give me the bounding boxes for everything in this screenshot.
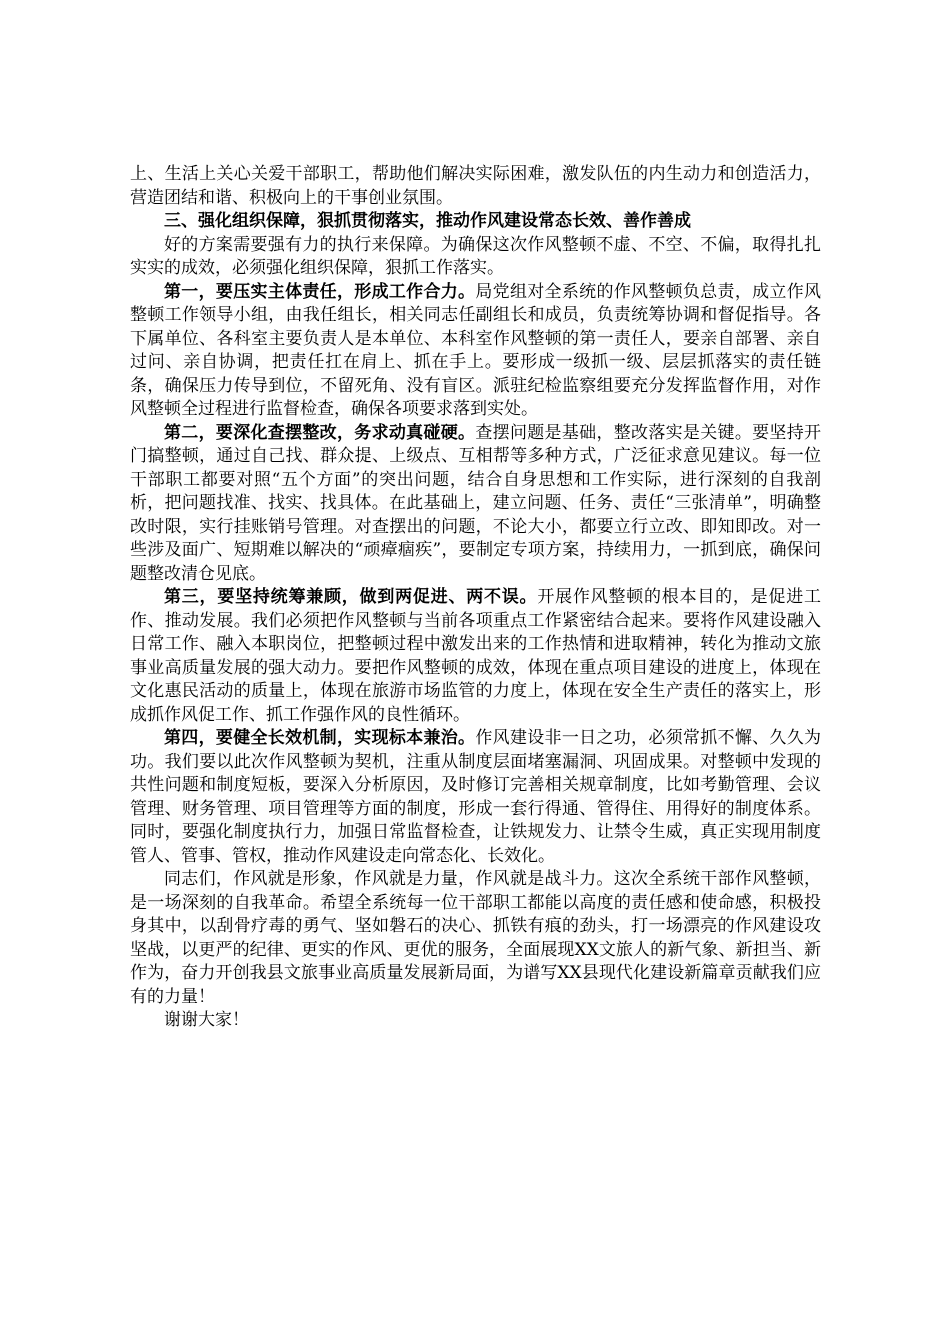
section-3-heading: 三、强化组织保障，狠抓贯彻落实，推动作风建设常态长效、善作善成 bbox=[164, 211, 691, 231]
first-point-body: 局党组对全系统的作风整顿负总责，成立作风整顿工作领导小组，由我任组长，相关同志任副组长和成员，负责统筹协调和督促指导。各下属单位、各科室主要负责人是本单位、本科室作风整顿的第一责任人，要亲自部署、亲自过问、亲自协调，把责任扛在肩上、抓在手上。要形成一级抓一级、层层抓落实的责任链条，确保压力传导到位，不留死角、没有盲区。派驻纪检监察组要充分发挥监督作用，对作风整顿全过程进行监督检查，确保各项要求落到实处。 bbox=[130, 281, 822, 419]
document-page bbox=[130, 163, 821, 1033]
paragraph-thanks: 谢谢大家！ bbox=[164, 1010, 249, 1030]
second-point-body: 查摆问题是基础，整改落实是关键。要坚持开门搞整顿，通过自己找、群众提、上级点、互相帮等多种方式，广泛征求意见建议。每一位干部职工都要对照“五个方面”的突出问题，结合自身思想和工作实际，进行深刻的自我剖析，把问题找准、找实、找具体。在此基础上，建立问题、任务、责任“三张清单”，明确整改时限，实行挂账销号管理。对查摆出的问题，不论大小，都要立行立改、即知即改。对一些涉及面广、短期难以解决的“顽瘴痼疾”，要制定专项方案，持续用力，一抓到底，确保问题整改清仓见底。 bbox=[130, 422, 822, 584]
paragraph-continuation: 上、生活上关心关爱干部职工，帮助他们解决实际困难，激发队伍的内生动力和创造活力，营造团结和谐、积极向上的干事创业氛围。 bbox=[130, 164, 821, 208]
paragraph-first-point bbox=[130, 281, 821, 422]
paragraph-second-point bbox=[130, 422, 821, 587]
first-point-lead: 第一，要压实主体责任，形成工作合力。 bbox=[164, 281, 476, 302]
paragraph-intro: 好的方案需要强有力的执行来保障。为确保这次作风整顿不虚、不空、不偏，取得扎扎实实的成效，必须强化组织保障，狠抓工作落实。 bbox=[130, 234, 821, 278]
third-point-body: 开展作风整顿的根本目的，是促进工作、推动发展。我们必须把作风整顿与当前各项重点工作紧密结合起来。要将作风建设融入日常工作、融入本职岗位，把整顿过程中激发出来的工作热情和进取精神，转化为推动文旅事业高质量发展的强大动力。要把作风整顿的成效，体现在重点项目建设的进度上，体现在文化惠民活动的质量上，体现在旅游市场监管的力度上，体现在安全生产责任的落实上，形成抓作风促工作、抓工作强作风的良性循环。 bbox=[130, 587, 822, 725]
paragraph-third-point bbox=[130, 586, 821, 727]
fourth-point-lead: 第四，要健全长效机制，实现标本兼治。 bbox=[164, 728, 476, 748]
paragraph-closing: 同志们，作风就是形象，作风就是力量，作风就是战斗力。这次全系统干部作风整顿，是一场深刻的自我革命。希望全系统每一位干部职工都能以高度的责任感和使命感，积极投身其中，以刮骨疗毒的勇气、坚如磐石的决心、抓铁有痕的劲头，打一场漂亮的作风建设攻坚战，以更严的纪律、更实的作风、更优的服务，全面展现XX文旅人的新气象、新担当、新作为，奋力开创我县文旅事业高质量发展新局面，为谱写XX县现代化建设新篇章贡献我们应有的力量！ bbox=[130, 869, 821, 1007]
fourth-point-body: 作风建设非一日之功，必须常抓不懈、久久为功。我们要以此次作风整顿为契机，注重从制度层面堵塞漏洞、巩固成果。对整顿中发现的共性问题和制度短板，要深入分析原因，及时修订完善相关规章制度，比如考勤管理、会议管理、财务管理、项目管理等方面的制度，形成一套行得通、管得住、用得好的制度体系。同时，要强化制度执行力，加强日常监督检查，让铁规发力、让禁令生威，真正实现用制度管人、管事、管权，推动作风建设走向常态化、长效化。 bbox=[130, 728, 822, 866]
second-point-lead: 第二，要深化查摆整改，务求动真碰硬。 bbox=[164, 422, 476, 443]
paragraph-fourth-point bbox=[130, 727, 821, 868]
third-point-lead: 第三，要坚持统筹兼顾，做到两促进、两不误。 bbox=[164, 587, 538, 607]
